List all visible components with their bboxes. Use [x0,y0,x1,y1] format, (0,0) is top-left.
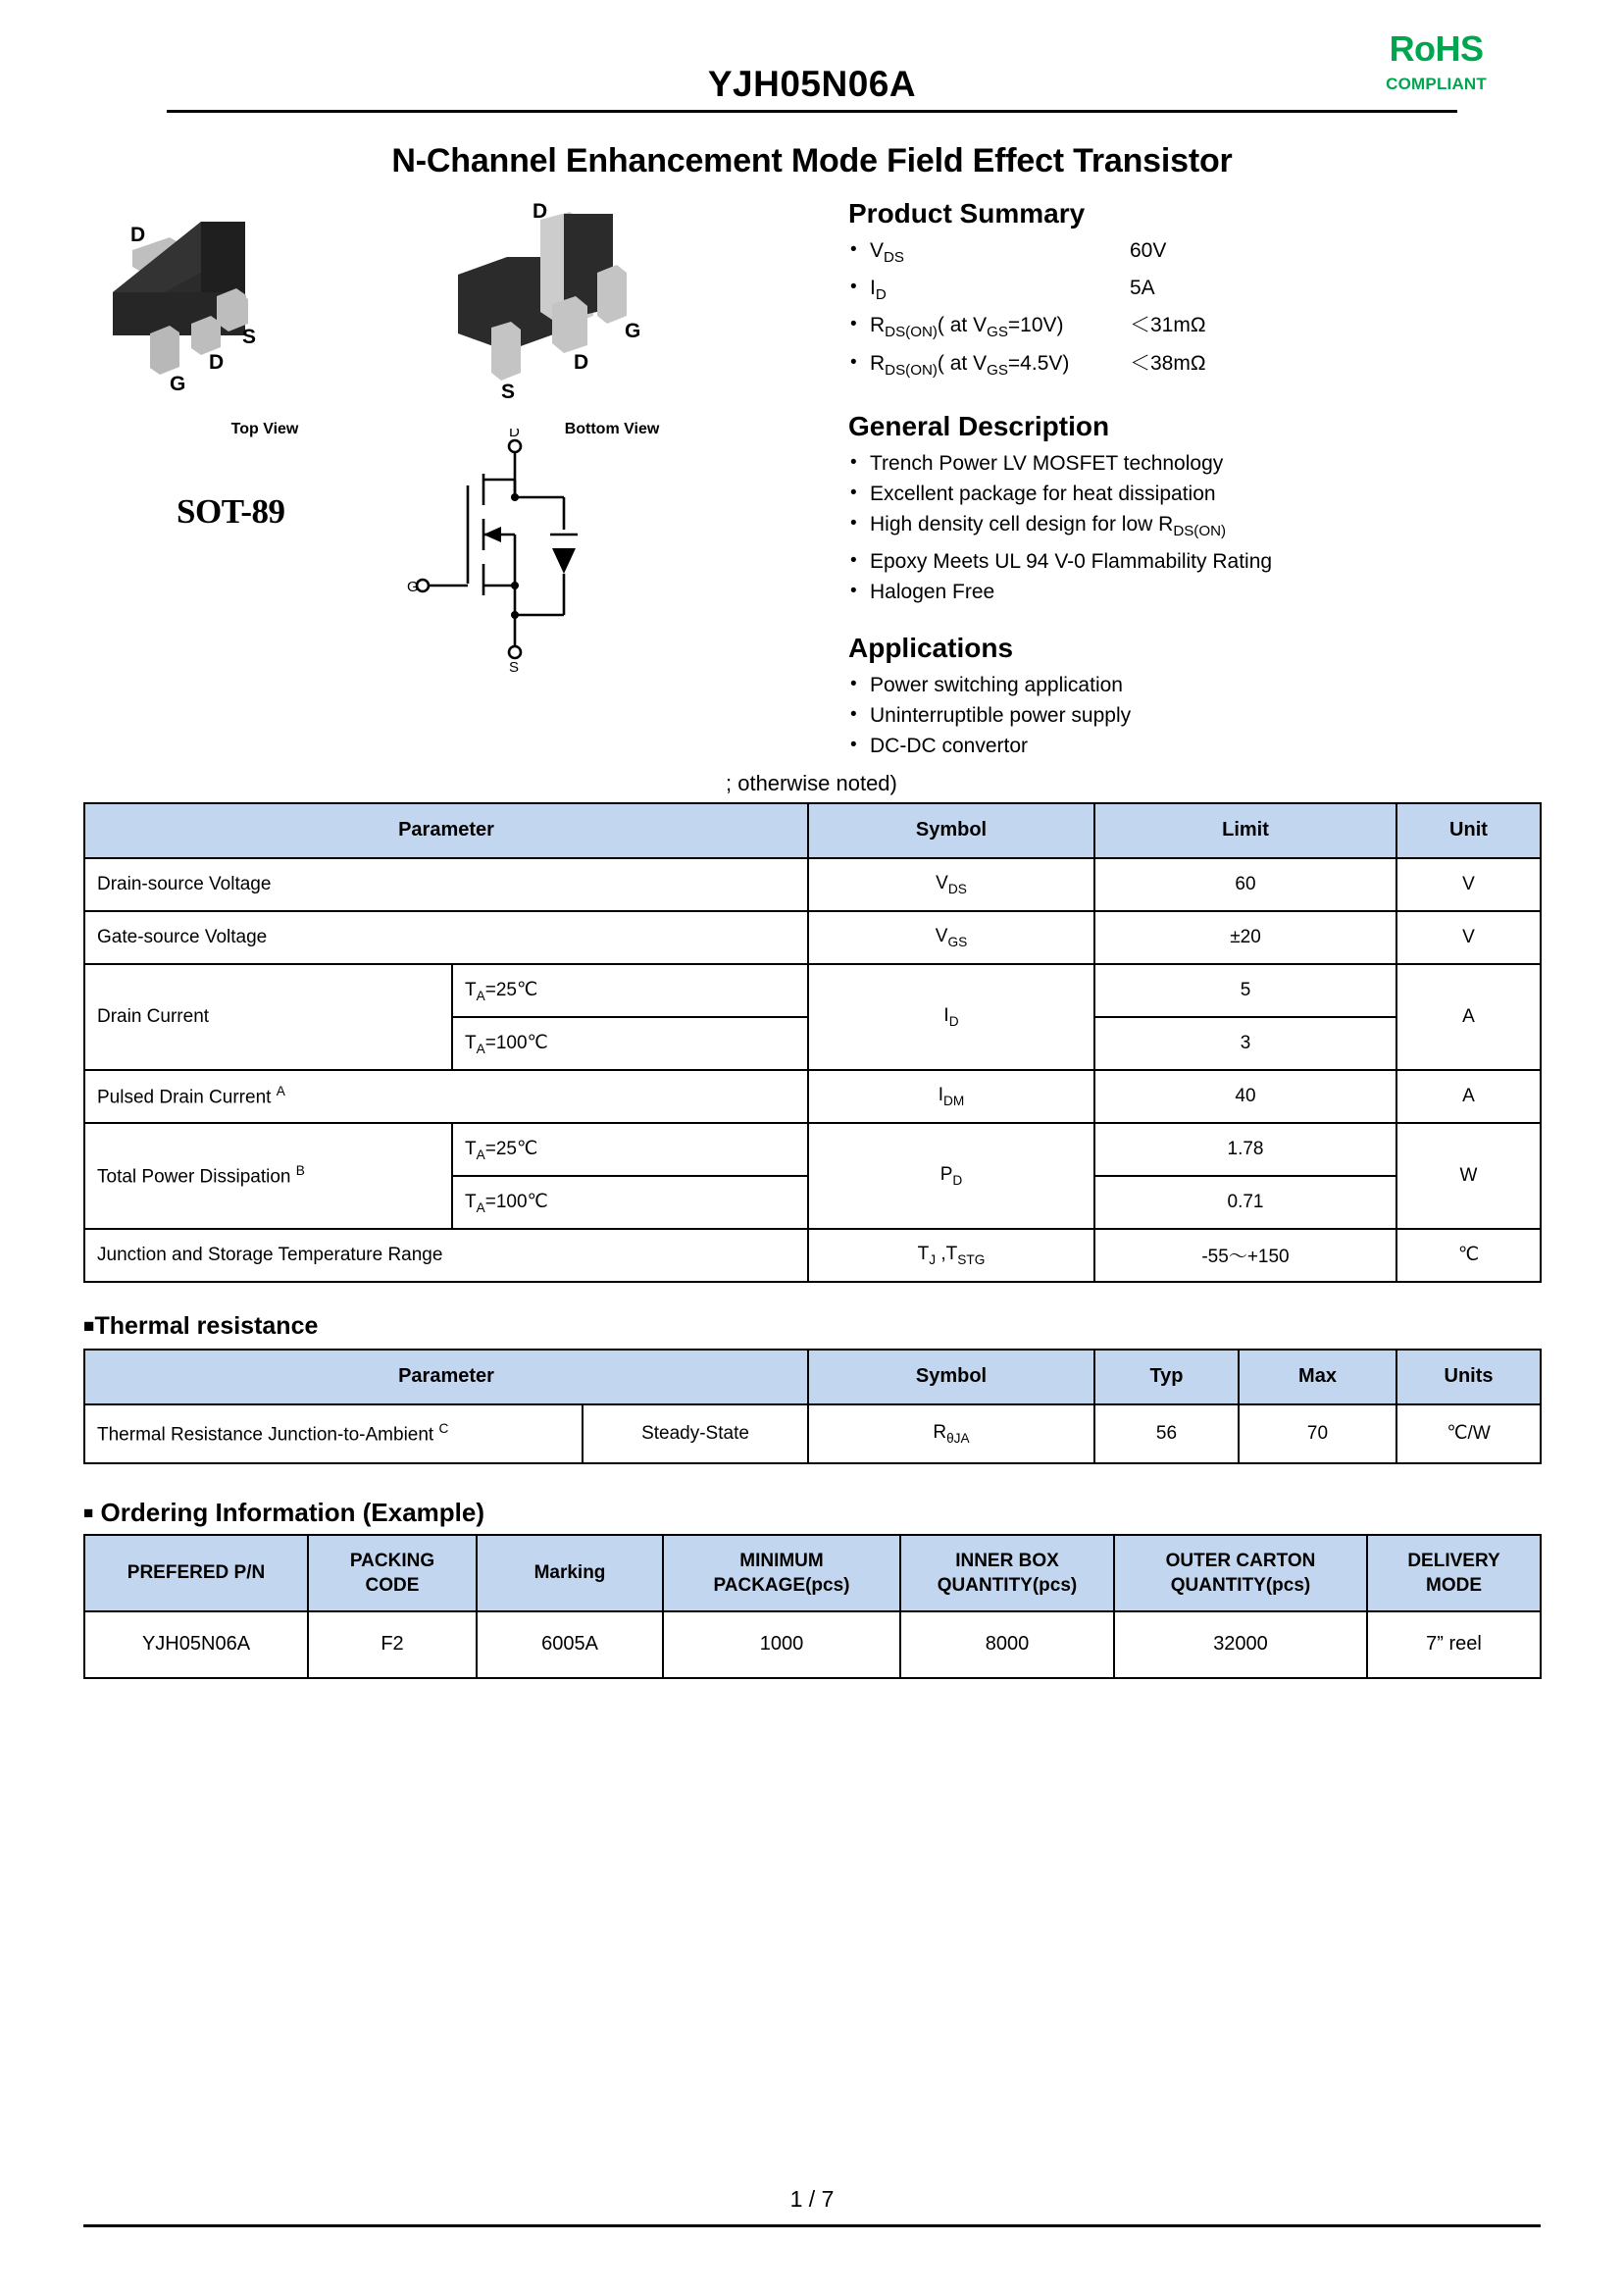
product-summary-value: ＜31mΩ [1130,314,1206,337]
table-row [84,858,1541,911]
column-header-packing-code [308,1535,477,1611]
table-row [84,911,1541,964]
cell-parameter: Drain Current [84,964,452,1070]
rohs-logo [1386,28,1487,93]
product-summary-list [848,235,1541,385]
product-summary-row [848,235,1541,273]
header-line-1: DELIVERY [1407,1550,1500,1571]
column-header-symbol: Symbol [808,803,1094,858]
product-summary-row [848,348,1541,385]
column-header-parameter: Parameter [84,803,808,858]
product-summary-row [848,310,1541,347]
column-header-limit: Limit [1094,803,1396,858]
header-line-1: MINIMUM [739,1550,824,1571]
schematic-pin-s: S [509,659,520,674]
cell-units: ℃/W [1396,1404,1541,1463]
cell-symbol: $V_{GS}$ [808,911,1094,964]
cell-parameter: Drain-source Voltage [84,858,808,911]
cell-parameter: Gate-source Voltage [84,911,808,964]
top-view-caption: Top View [230,421,299,437]
cell-condition: $T_A=25℃$ [452,964,808,1017]
page-footer [83,2186,1541,2227]
applications-heading: Applications [848,632,1014,663]
cell-inner-box-quantity: 8000 [900,1611,1114,1678]
header-line-2: QUANTITY(pcs) [937,1574,1078,1596]
cell-symbol: $R_{\theta JA}$ [808,1404,1094,1463]
cell-parameter-text: Total Power Dissipation [97,1166,291,1188]
general-description-heading: General Description [848,410,1110,441]
schematic-pin-d: D [509,429,520,440]
cell-symbol: $I_D$ [808,964,1094,1070]
bottom-view-caption: Bottom View [564,421,660,437]
page-header [83,0,1541,113]
ordering-information-heading [83,1498,1541,1528]
cell-unit: ℃ [1396,1229,1541,1282]
absolute-max-note [83,769,1541,802]
column-header-max: Max [1239,1350,1396,1404]
header-line-1: Marking [533,1562,606,1584]
cell-parameter [84,1070,808,1123]
rohs-compliant-label: COMPLIANT [1386,75,1487,93]
product-summary-heading: Product Summary [848,198,1086,229]
cell-symbol: $T_J$ $,T_{STG}$ [808,1229,1094,1282]
list-item: • Power switching application [848,670,1541,700]
thermal-resistance-heading [83,1312,1541,1341]
pin-label-g-bottom: G [625,320,641,342]
table-header-row [84,1535,1541,1611]
column-header-prefered-pn [84,1535,308,1611]
cell-parameter-text: Thermal Resistance Junction-to-Ambient [97,1424,434,1446]
table-row [84,1123,1541,1176]
column-header-inner-box-quantity [900,1535,1114,1611]
page-number: 1 / 7 [789,2186,835,2212]
table-header-row [84,1350,1541,1404]
column-header-symbol: Symbol [808,1350,1094,1404]
product-summary-param: • $I_D$ [870,277,887,304]
cell-limit: 5 [1094,964,1396,1017]
cell-parameter-text: Pulsed Drain Current [97,1087,272,1108]
specs-text-column [838,198,1541,761]
rohs-label: RoHS [1389,28,1484,69]
column-header-delivery-mode [1367,1535,1541,1611]
mosfet-schematic-symbol [407,429,603,679]
header-line-2: CODE [365,1574,420,1596]
cell-parameter [84,1404,583,1463]
cell-limit: ±20 [1094,911,1396,964]
cell-parameter [84,1123,452,1229]
product-summary-param: • $R_{DS(ON)}$( at $V_{GS}=10V$) [870,314,1064,341]
cell-limit: 1.78 [1094,1123,1396,1176]
table-row [84,1229,1541,1282]
cell-symbol: $V_{DS}$ [808,858,1094,911]
list-item: • Excellent package for heat dissipation [848,479,1541,509]
cell-unit: V [1396,911,1541,964]
header-line-1: PACKING [349,1550,435,1571]
sot89-bottom-view-drawing [450,198,774,419]
cell-condition: $T_A=100℃$ [452,1017,808,1070]
cell-limit: 3 [1094,1017,1396,1070]
sot89-top-view-drawing [103,198,427,419]
header-line-2: MODE [1426,1574,1482,1596]
thermal-resistance-title: Thermal resistance [94,1311,319,1340]
pin-label-g-top: G [170,373,186,395]
cell-limit: 40 [1094,1070,1396,1123]
cell-limit: 60 [1094,858,1396,911]
list-item-subscript: DS(ON) [1173,522,1227,539]
page-title: N-Channel Enhancement Mode Field Effect Transistor [391,142,1233,179]
header-line-2: PACKAGE(pcs) [713,1574,850,1596]
pin-label-d-bottom-mid: D [574,351,589,374]
column-header-outer-carton-quantity [1114,1535,1367,1611]
list-item: • Epoxy Meets UL 94 V-0 Flammability Rating [848,546,1541,577]
applications-list [848,670,1541,761]
pin-label-d-top-left: D [130,224,146,246]
table-row [84,1070,1541,1123]
cell-outer-carton-quantity: 32000 [1114,1611,1367,1678]
package-top-view [103,198,427,438]
cell-symbol: $I_{DM}$ [808,1070,1094,1123]
product-summary-row [848,273,1541,310]
table-row [84,1611,1541,1678]
header-line-2: QUANTITY(pcs) [1170,1574,1311,1596]
package-name-label: SOT-89 [177,492,285,531]
cell-packing-code: F2 [308,1611,477,1678]
cell-condition: Steady-State [583,1404,808,1463]
product-summary-param: • $V_{DS}$ [870,239,905,267]
cell-prefered-pn: YJH05N06A [84,1611,308,1678]
pin-label-s-bottom: S [501,381,516,403]
general-description-list [848,448,1541,607]
package-views [83,198,838,438]
pin-label-d-top-mid: D [209,351,225,374]
absolute-max-note-text: ; otherwise noted) [726,770,897,795]
schematic-pin-g: G [407,579,419,595]
list-item: • Uninterruptible power supply [848,700,1541,731]
product-summary-value: 5A [1130,277,1155,300]
ordering-information-title: Ordering Information [100,1497,356,1527]
footer-divider [83,2224,1541,2227]
column-header-units: Units [1396,1350,1541,1404]
cell-typ: 56 [1094,1404,1239,1463]
header-line-1: PREFERED P/N [127,1562,266,1584]
header-line-1: OUTER CARTON [1165,1550,1316,1571]
cell-parameter-note-ref: C [438,1421,449,1437]
cell-symbol: $P_D$ [808,1123,1094,1229]
table-row [84,1404,1541,1463]
cell-parameter-note-ref: A [276,1084,285,1099]
column-header-typ: Typ [1094,1350,1239,1404]
section-marker-icon: ■ [83,1503,94,1522]
header-line-1: INNER BOX [955,1550,1059,1571]
cell-minimum-package: 1000 [663,1611,900,1678]
list-item-text: High density cell design for low R [870,512,1174,535]
cell-parameter-note-ref: B [295,1163,305,1179]
package-bottom-view [450,198,774,438]
cell-marking: 6005A [477,1611,663,1678]
list-item: • Trench Power LV MOSFET technology [848,448,1541,479]
header-divider [167,110,1457,113]
list-item: • Halogen Free [848,577,1541,607]
thermal-resistance-table [83,1349,1542,1464]
product-summary-value: 60V [1130,239,1167,262]
column-header-unit: Unit [1396,803,1541,858]
cell-delivery-mode: 7” reel [1367,1611,1541,1678]
absolute-max-ratings-table [83,802,1542,1283]
ordering-information-table [83,1534,1542,1679]
cell-limit: -55～+150 [1094,1229,1396,1282]
pin-label-s-top: S [242,326,257,348]
cell-unit: W [1396,1123,1541,1229]
part-number-title: YJH05N06A [707,64,917,104]
cell-unit: A [1396,1070,1541,1123]
cell-unit: A [1396,964,1541,1070]
cell-unit: V [1396,858,1541,911]
cell-max: 70 [1239,1404,1396,1463]
table-header-row [84,803,1541,858]
list-item [848,509,1541,546]
section-marker-icon: ■ [83,1315,95,1337]
cell-condition: $T_A=25℃$ [452,1123,808,1176]
product-summary-value: ＜38mΩ [1130,351,1206,375]
table-row [84,964,1541,1017]
product-summary-param: • $R_{DS(ON)}$( at $V_{GS}=4.5V$) [870,351,1070,379]
cell-parameter: Junction and Storage Temperature Range [84,1229,808,1282]
column-header-marking [477,1535,663,1611]
list-item: • DC-DC convertor [848,731,1541,761]
cell-condition: $T_A=100℃$ [452,1176,808,1229]
cell-limit: 0.71 [1094,1176,1396,1229]
package-illustration-column [83,198,838,761]
pin-label-d-bottom-top: D [533,200,548,223]
column-header-parameter: Parameter [84,1350,808,1404]
intro-section [83,198,1541,761]
column-header-minimum-package [663,1535,900,1611]
ordering-information-suffix: (Example) [362,1497,485,1527]
